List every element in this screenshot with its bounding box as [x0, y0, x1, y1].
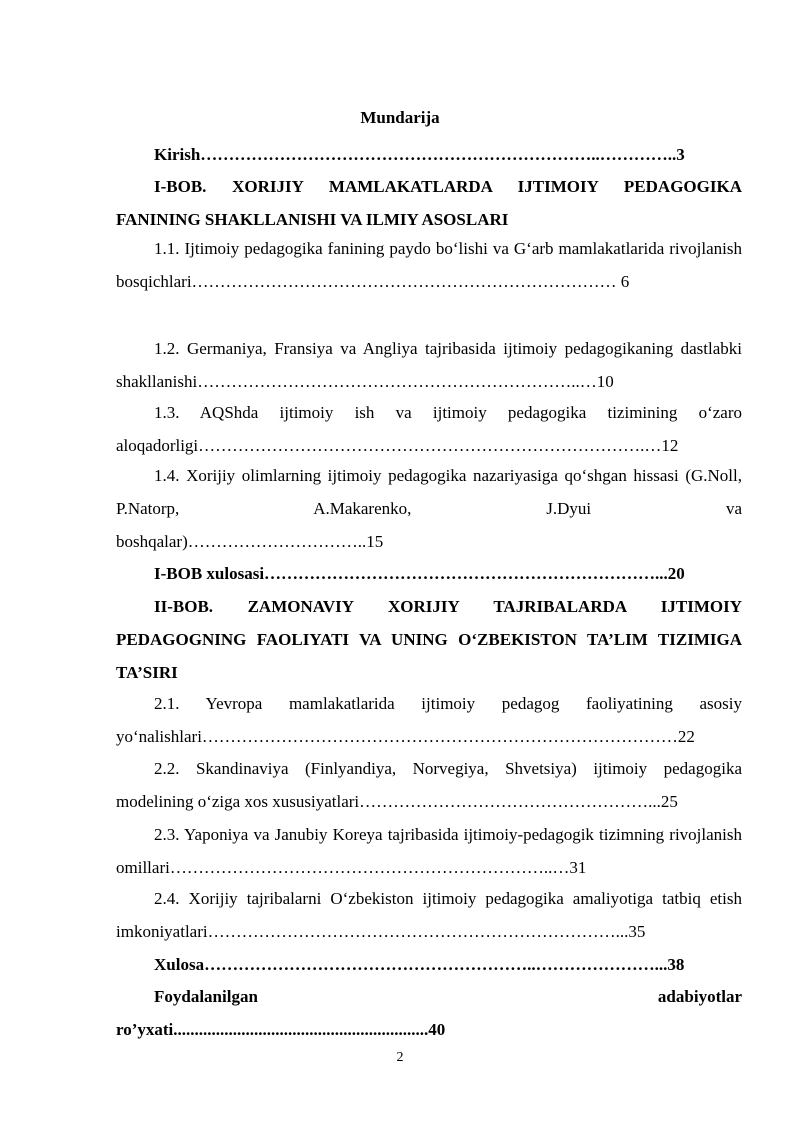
toc-entry-1-2: 1.2. Germaniya, Fransiya va Angliya tajribasida ijtimoiy pedagogikaning dastlabki shakllanishi…………………………………………………………..…10 [116, 339, 742, 391]
page-title: Mundarija [360, 108, 440, 127]
toc-entry-2-3: 2.3. Yaponiya va Janubiy Koreya tajribasida ijtimoiy-pedagogik tizimning rivojlanish omillari…………………………………………………………..…31 [116, 825, 742, 877]
toc-entry-2-2: 2.2. Skandinaviya (Finlyandiya, Norvegiya, Shvetsiya) ijtimoiy pedagogika modelining o‘ziga xos xususiyatlari……………………………………………...25 [116, 759, 742, 811]
toc-entry-kirish: Kirish……………………………………………………………..…………..3 [154, 145, 685, 164]
toc-entry-adabiyotlar: Foydalanilgan adabiyotlar [154, 987, 742, 1006]
toc-entry-1-4-continued: boshqalar)…………………………..15 [116, 532, 384, 551]
toc-entry-1-1: 1.1. Ijtimoiy pedagogika fanining paydo bo‘lishi va G‘arb mamlakatlarida rivojlanish bosqichlari………………………………………………………………… 6 [116, 239, 742, 291]
toc-chapter-2: II-BOB. ZAMONAVIY XORIJIY TAJRIBALARDA IJTIMOIY PEDAGOGNING FAOLIYATI VA UNING O‘ZBEKISTON TA’LIM TIZIMIGA TA’SIRI [116, 597, 742, 682]
toc-entry-xulosa: Xulosa…………………………………………………..…………………...38 [154, 955, 685, 974]
toc-entry-1-4: 1.4. Xorijiy olimlarning ijtimoiy pedagogika nazariyasiga qo‘shgan hissasi (G.Noll, P.Natorp, A.Makarenko, J.Dyui va [116, 466, 742, 518]
toc-entry-2-4: 2.4. Xorijiy tajribalarni O‘zbekiston ijtimoiy pedagogika amaliyotiga tatbiq etish imkoniyatlari………………………………………………………………...35 [116, 889, 742, 941]
toc-entry-adabiyotlar-continued: ro’yxati............................................................40 [116, 1020, 446, 1039]
toc-entry-bob1-xulosa: I-BOB xulosasi……………………………………………………………...20 [154, 564, 685, 583]
toc-chapter-1: I-BOB. XORIJIY MAMLAKATLARDA IJTIMOIY PEDAGOGIKA FANINING SHAKLLANISHI VA ILMIY ASOSLARI [116, 177, 742, 229]
page-number: 2 [396, 1050, 404, 1065]
toc-entry-2-1: 2.1. Yevropa mamlakatlarida ijtimoiy pedagog faoliyatining asosiy yo‘nalishlari…………………………………………………………………………22 [116, 694, 742, 746]
toc-entry-1-3: 1.3. AQShda ijtimoiy ish va ijtimoiy pedagogika tizimining o‘zaro aloqadorligi…………………………………………………………………….…12 [116, 403, 742, 455]
